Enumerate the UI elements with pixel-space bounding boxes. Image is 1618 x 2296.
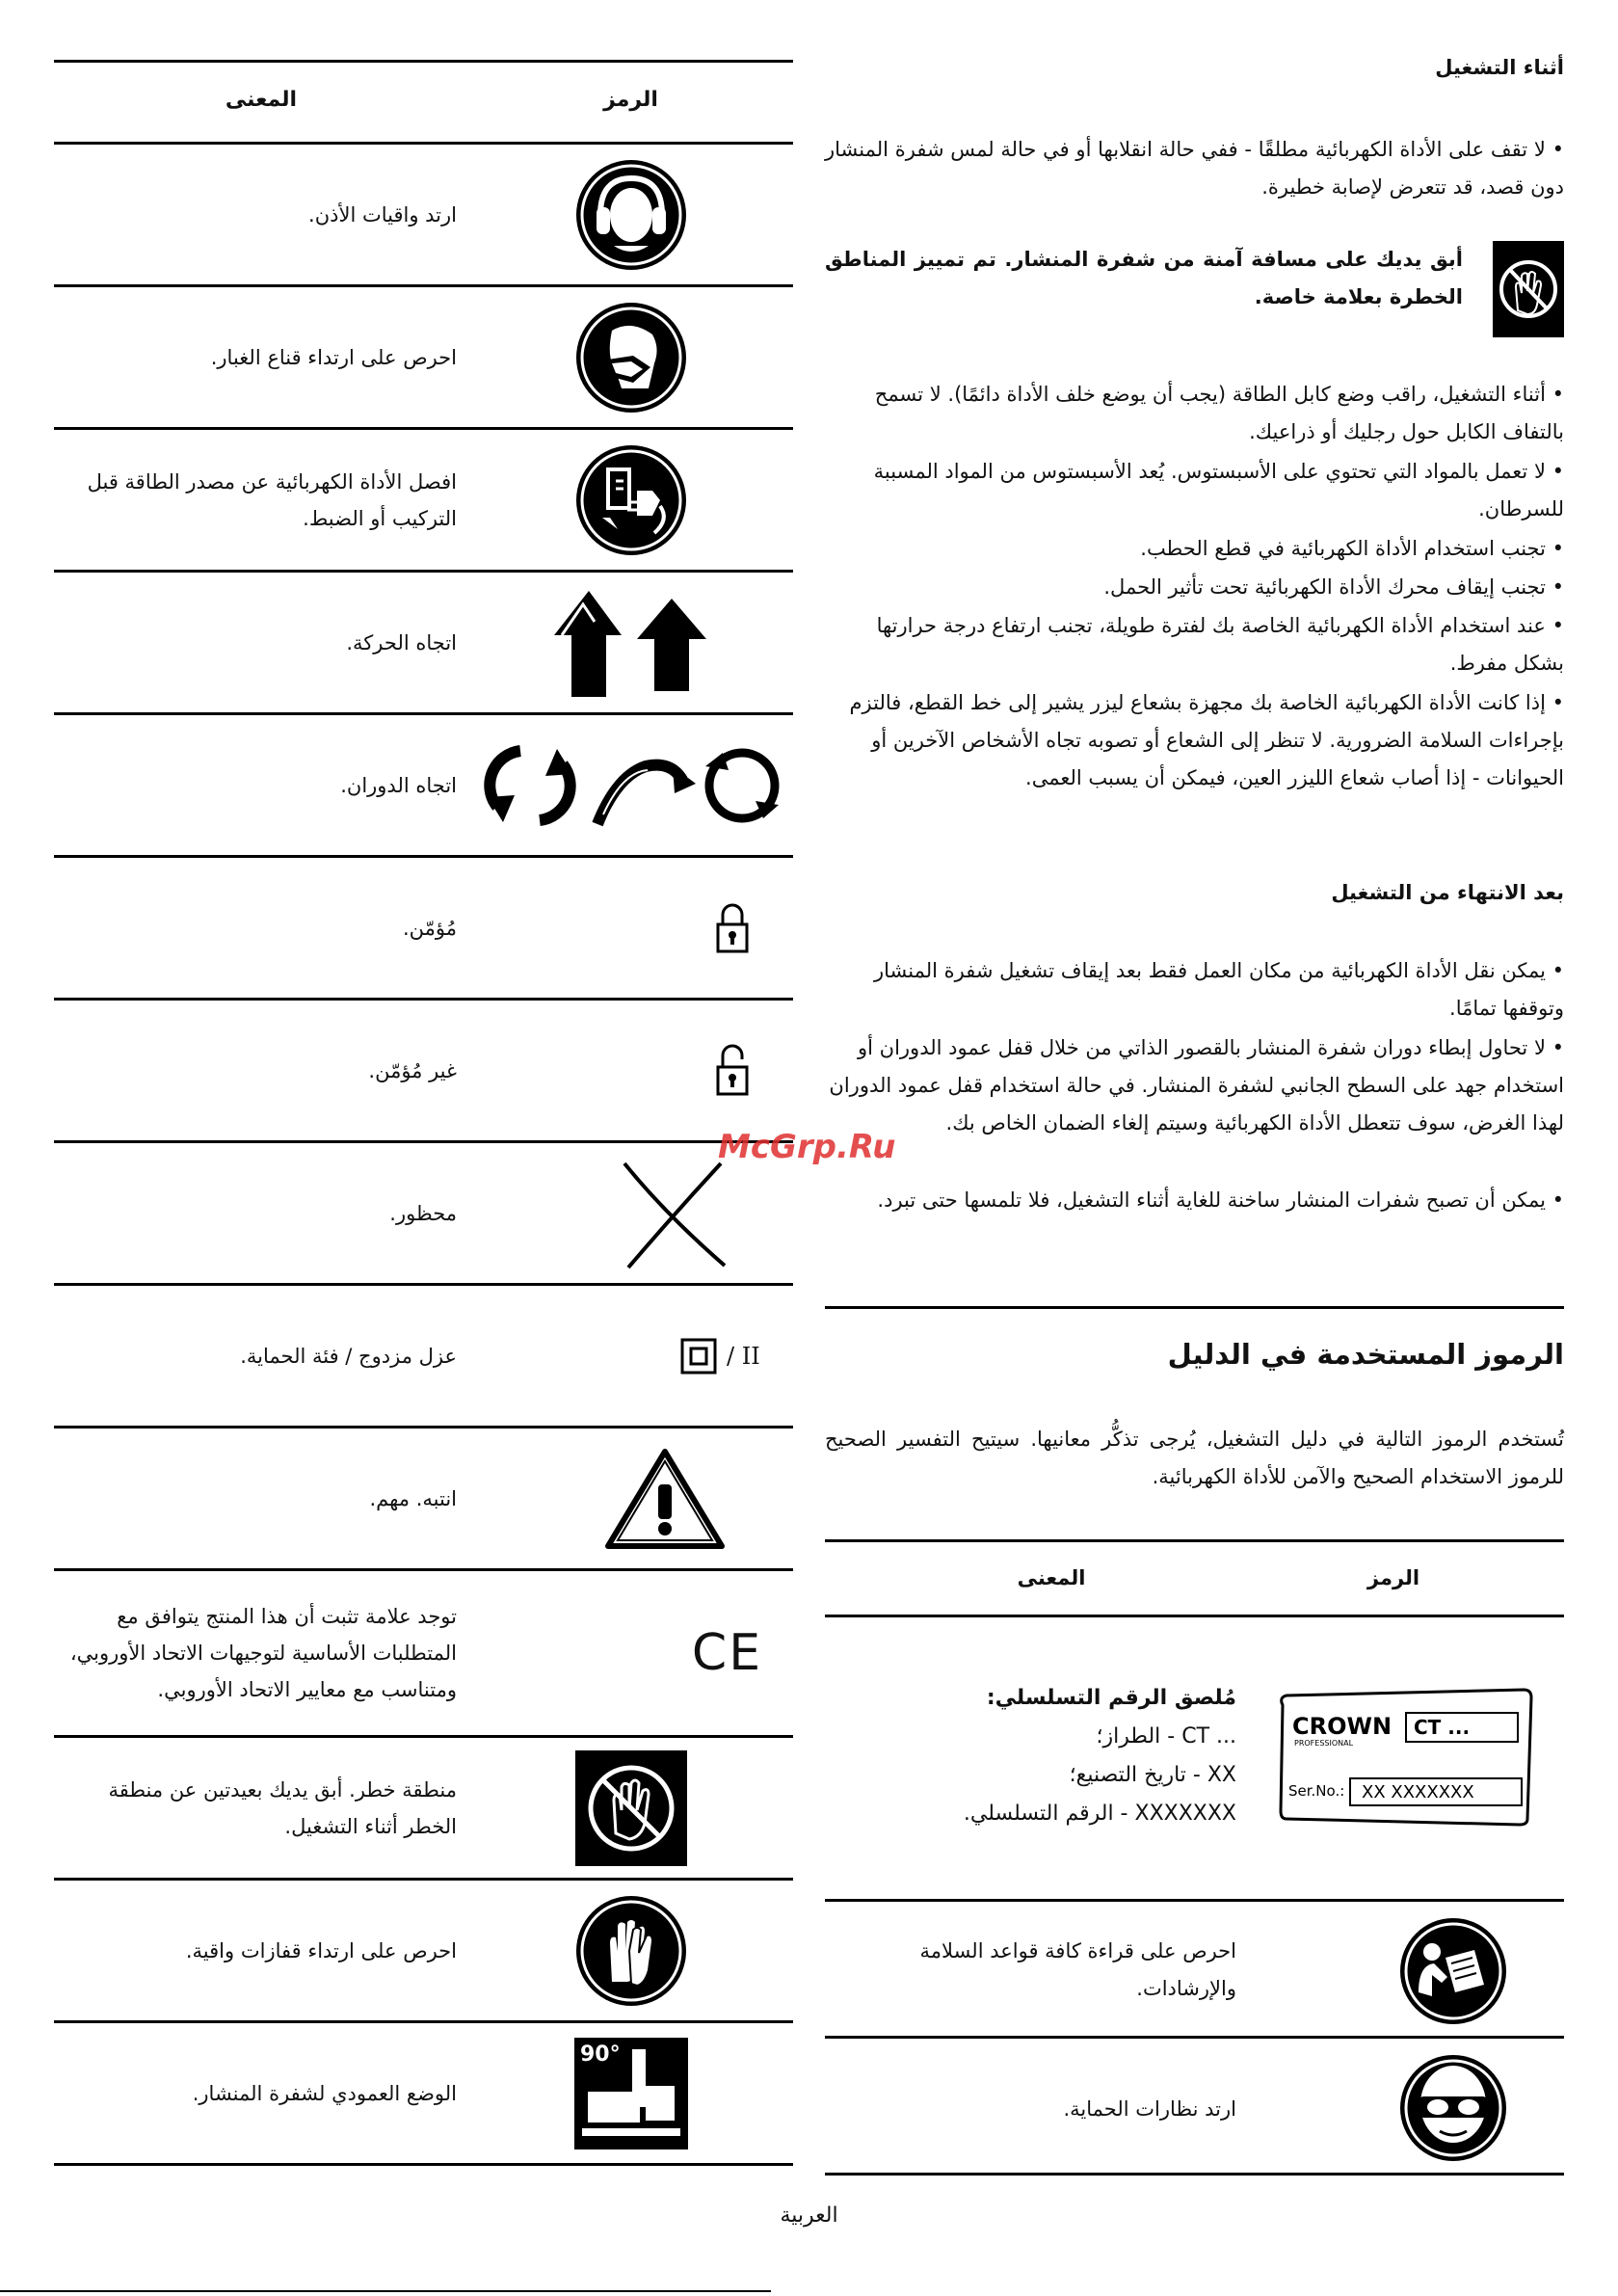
page-footer-language: العربية [780, 2203, 838, 2228]
read-manual-icon [1397, 1915, 1509, 2027]
divider [825, 2036, 1564, 2039]
divider [825, 1899, 1564, 1902]
divider [825, 1615, 1564, 1617]
symbols-intro: تُستخدم الرموز التالية في دليل التشغيل، يُرجى تذكُّر معانيها. سيتيح التفسير الصحيح للرموز الاستخدام الصحيح والآمن للأداة الكهربائية. [825, 1428, 1564, 1488]
row-meaning: احرص على قراءة كافة قواعد السلامة والإرشادات. [919, 1939, 1236, 2000]
after-operation-title: بعد الانتهاء من التشغيل [1331, 881, 1564, 904]
serial-line-number: XXXXXXX - الرقم التسلسلي. [963, 1802, 1236, 1826]
row-meaning: انتبه. مهم. [369, 1486, 457, 1510]
label-model: CT ... [1414, 1716, 1471, 1739]
list-item: • يمكن نقل الأداة الكهربائية من مكان العمل فقط بعد إيقاف تشغيل شفرة المنشار وتوقفها تمامًا. [874, 959, 1564, 1020]
divider [825, 1539, 1564, 1542]
table-row [54, 1571, 793, 1738]
table-row [825, 1679, 1564, 1833]
ce-mark-icon: CE [691, 1624, 763, 1682]
symbols-table-left [54, 60, 793, 2166]
row-meaning: احرص على ارتداء قناع الغبار. [210, 345, 457, 369]
row-meaning: مُؤمّن. [402, 916, 457, 940]
during-operation-title: أثناء التشغيل [1435, 56, 1564, 79]
vertical-blade-icon [574, 2038, 688, 2149]
dust-mask-icon [573, 300, 689, 415]
row-meaning: ارتد نظارات الحماية. [1063, 2097, 1236, 2121]
safety-goggles-icon [1397, 2052, 1509, 2164]
label-brand: CROWN [1292, 1713, 1393, 1740]
warning-triangle-icon [602, 1446, 728, 1552]
divider [825, 1306, 1564, 1309]
lock-closed-icon [713, 899, 752, 957]
gloves-icon [573, 1893, 689, 2009]
row-meaning: منطقة خطر. أبق يديك بعيدتين عن منطقة الخطر أثناء التشغيل. [108, 1777, 457, 1838]
symbols-section-title: الرموز المستخدمة في الدليل [1167, 1338, 1564, 1371]
serial-line-model: ... CT - الطراز؛ [1096, 1724, 1236, 1749]
header-symbol: الرمز [603, 88, 658, 112]
row-meaning: اتجاه الحركة. [346, 630, 457, 654]
label-sub: PROFESSIONAL [1294, 1739, 1354, 1748]
serial-label-icon [1246, 1679, 1564, 1833]
table-row [54, 1143, 793, 1286]
table-row [54, 1881, 793, 2023]
movement-direction-icon [544, 585, 718, 701]
table-row [54, 573, 793, 715]
hands-danger-zone-icon [575, 1750, 687, 1866]
lock-open-icon [713, 1042, 752, 1100]
row-meaning: افصل الأداة الكهربائية عن مصدر الطاقة قبل التركيب أو الضبط. [87, 469, 457, 530]
table-row [54, 1001, 793, 1143]
double-insulation-icon [680, 1338, 717, 1375]
row-meaning: احرص على ارتداء قفازات واقية. [185, 1938, 457, 1962]
row-meaning: ارتد واقيات الأذن. [308, 202, 457, 227]
table-row [54, 715, 793, 858]
table-row [54, 858, 793, 1001]
table-row [54, 1428, 793, 1571]
serial-line-date: XX - تاريخ التصنيع؛ [1069, 1763, 1236, 1787]
bullet-text: • لا تقف على الأداة الكهربائية مطلقًا - ففي حالة انقلابها أو في حالة لمس شفرة المنشار دون قصد، قد تتعرض لإصابة خطيرة. [825, 138, 1564, 199]
divider [0, 2290, 771, 2292]
row-meaning: الوضع العمودي لشفرة المنشار. [192, 2081, 457, 2105]
table-row [54, 145, 793, 287]
list-item: • إذا كانت الأداة الكهربائية الخاصة بك مجهزة بشعاع ليزر يشير إلى خط القطع، فالتزم بإجراءات السلامة الضرورية. لا تنظر إلى الشعاع أو تصوبه تجاه الأشخاص الآخرين أو الحيوانات - إذا أصاب شعاع الليزر العين، فيمكن أن يسبب العمى. [849, 691, 1564, 789]
class-symbol-text: / II [727, 1342, 760, 1370]
row-meaning: عزل مزدوج / فئة الحماية. [240, 1344, 457, 1368]
header-meaning: المعنى [225, 88, 298, 112]
table-row [825, 2041, 1564, 2173]
list-item: • لا تحاول إبطاء دوران شفرة المنشار بالقصور الذاتي من خلال قفل عمود الدوران أو استخدام جهد على السطح الجانبي لشفرة المنشار. في حالة استخدام قفل عمود الدوران لهذا الغرض، سوف تتعطل الأداة الكهربائية وسيتم إلغاء الضمان الخاص بك. [829, 1036, 1564, 1135]
label-ser-value: XX XXXXXXX [1362, 1782, 1474, 1802]
rotation-direction-icon [482, 737, 781, 834]
row-meaning: محظور. [389, 1201, 457, 1225]
row-meaning: توجد علامة تثبت أن هذا المنتج يتوافق مع المتطلبات الأساسية لتوجيهات الاتحاد الأوروبي، ومتناسب مع معايير الاتحاد الأوروبي. [69, 1605, 457, 1701]
table-row [825, 1904, 1564, 2036]
table-row [54, 430, 793, 573]
list-item: • لا تعمل بالمواد التي تحتوي على الأسبستوس. يُعد الأسبستوس من المواد المسببة للسرطان. [873, 460, 1564, 521]
prohibited-icon [617, 1156, 732, 1271]
row-meaning: غير مُؤمّن. [368, 1058, 457, 1082]
header-symbol: الرمز [1366, 1566, 1420, 1589]
unplug-icon [573, 442, 689, 558]
table-header [54, 60, 793, 145]
serial-label-title: مُلصق الرقم التسلسلي: [986, 1686, 1236, 1710]
list-item: • أثناء التشغيل، راقب وضع كابل الطاقة (يجب أن يوضع خلف الأداة دائمًا). لا تسمح بالتفاف الكابل حول رجليك أو ذراعيك. [874, 383, 1564, 443]
table-row [54, 1738, 793, 1881]
list-item: • تجنب إيقاف محرك الأداة الكهربائية تحت تأثير الحمل. [1103, 575, 1564, 599]
list-item: • عند استخدام الأداة الكهربائية الخاصة بك لفترة طويلة، تجنب ارتفاع درجة حرارتها بشكل مفرط. [876, 614, 1564, 675]
ear-protection-icon [573, 157, 689, 273]
label-ser: Ser.No.: [1288, 1782, 1345, 1800]
divider [825, 2173, 1564, 2176]
header-meaning: المعنى [1017, 1566, 1086, 1589]
table-row [54, 1286, 793, 1428]
watermark: McGrp.Ru [718, 1128, 896, 1166]
warning-text: أبق يديك على مسافة آمنة من شفرة المنشار. تم تمييز المناطق الخطرة بعلامة خاصة. [825, 248, 1463, 308]
table-row [54, 2023, 793, 2166]
angle-label: 90° [579, 2042, 621, 2067]
list-item: • يمكن أن تصبح شفرات المنشار ساخنة للغاية أثناء التشغيل، فلا تلمسها حتى تبرد. [877, 1188, 1564, 1212]
table-row [54, 287, 793, 430]
row-meaning: اتجاه الدوران. [340, 773, 457, 797]
warning-box [825, 241, 1564, 347]
hands-danger-zone-icon [1493, 241, 1564, 337]
list-item: • تجنب استخدام الأداة الكهربائية في قطع الحطب. [1140, 537, 1564, 560]
